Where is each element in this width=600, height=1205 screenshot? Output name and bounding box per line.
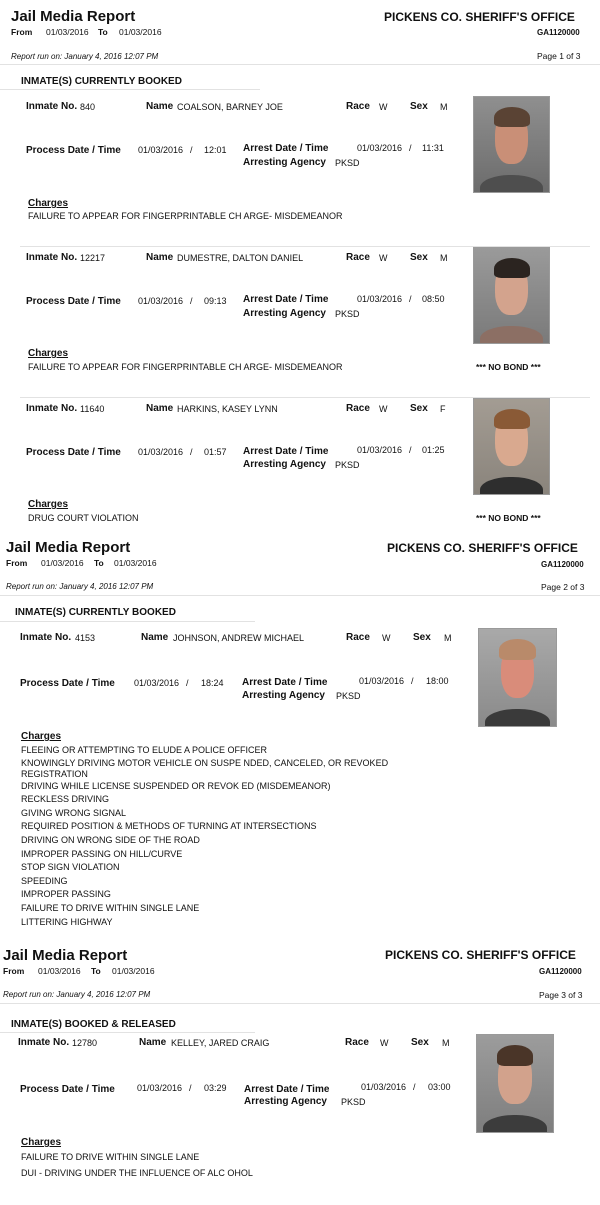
- process-label: Process Date / Time: [20, 678, 115, 689]
- agency-label: Arresting Agency: [243, 157, 326, 168]
- agency-value: PKSD: [336, 691, 361, 701]
- inmate-no-label: Inmate No.: [26, 252, 78, 263]
- from-date: 01/03/2016: [38, 966, 81, 976]
- race-label: Race: [346, 632, 370, 643]
- process-date: 01/03/2016: [138, 296, 184, 306]
- inmate-no-label: Inmate No.: [20, 632, 72, 643]
- charge-item: FAILURE TO DRIVE WITHIN SINGLE LANE: [21, 1152, 200, 1162]
- agency-label: Arresting Agency: [244, 1096, 327, 1107]
- arrest-date: 01/03/2016: [357, 143, 403, 153]
- process-slash: /: [190, 447, 193, 457]
- charges-list: [21, 744, 388, 929]
- race-label: Race: [346, 252, 370, 263]
- agency-label: Arresting Agency: [243, 308, 326, 319]
- arrest-label: Arrest Date / Time: [243, 446, 329, 457]
- arrest-label: Arrest Date / Time: [243, 143, 329, 154]
- process-label: Process Date / Time: [26, 447, 121, 458]
- charge-item: SPEEDING: [21, 875, 68, 886]
- arrest-time: 01:25: [422, 445, 445, 455]
- name-label: Name: [139, 1037, 167, 1048]
- name-value: JOHNSON, ANDREW MICHAEL: [173, 633, 305, 643]
- inmate-no-value: 4153: [75, 633, 96, 643]
- sex-value: M: [444, 633, 452, 643]
- process-slash: /: [189, 1083, 192, 1093]
- section-heading: INMATE(S) CURRENTLY BOOKED: [21, 76, 182, 87]
- from-label: From: [6, 558, 28, 568]
- charge-item: STOP SIGN VIOLATION: [21, 862, 120, 873]
- charges-heading: Charges: [21, 731, 62, 742]
- report-title: Jail Media Report: [6, 539, 131, 556]
- charge-item: DRIVING WHILE LICENSE SUSPENDED OR REVOK ED (MISDEMEANOR): [21, 780, 331, 791]
- to-date: 01/03/2016: [112, 966, 155, 976]
- inmate-no-label: Inmate No.: [26, 101, 78, 112]
- process-date: 01/03/2016: [138, 447, 184, 457]
- to-date: 01/03/2016: [119, 27, 162, 37]
- arrest-date: 01/03/2016: [361, 1082, 407, 1092]
- name-value: COALSON, BARNEY JOE: [177, 102, 283, 112]
- process-time: 18:24: [201, 678, 224, 688]
- sex-value: M: [440, 102, 448, 112]
- mugshot-photo: [478, 628, 557, 727]
- arrest-time: 08:50: [422, 294, 445, 304]
- sex-label: Sex: [413, 632, 431, 643]
- sex-label: Sex: [411, 1037, 429, 1048]
- charge-item: FLEEING OR ATTEMPTING TO ELUDE A POLICE OFFICER: [21, 745, 268, 755]
- process-time: 03:29: [204, 1083, 227, 1093]
- inmate-no-value: 12217: [80, 253, 106, 263]
- report-run-on: Report run on: January 4, 2016 12:07 PM: [3, 990, 151, 999]
- race-label: Race: [345, 1037, 369, 1048]
- process-date: 01/03/2016: [138, 145, 184, 155]
- charge-item: GIVING WRONG SIGNAL: [21, 807, 127, 818]
- charge-item: REGISTRATION: [21, 768, 88, 779]
- arrest-slash: /: [413, 1082, 416, 1092]
- name-label: Name: [141, 632, 169, 643]
- agency-value: PKSD: [335, 309, 360, 319]
- process-slash: /: [190, 296, 193, 306]
- from-label: From: [3, 966, 25, 976]
- sheriff-office-name: PICKENS CO. SHERIFF'S OFFICE: [384, 10, 575, 24]
- process-date: 01/03/2016: [137, 1083, 183, 1093]
- process-label: Process Date / Time: [26, 145, 121, 156]
- charge-item: IMPROPER PASSING ON HILL/CURVE: [21, 848, 183, 859]
- race-label: Race: [346, 101, 370, 112]
- charge-item: DUI - DRIVING UNDER THE INFLUENCE OF ALC OHOL: [21, 1168, 253, 1178]
- charge-item: RECKLESS DRIVING: [21, 794, 110, 805]
- process-time: 12:01: [204, 145, 227, 155]
- charge-item: LITTERING HIGHWAY: [21, 916, 113, 927]
- arrest-slash: /: [409, 143, 412, 153]
- name-label: Name: [146, 252, 174, 263]
- arrest-time: 18:00: [426, 676, 449, 686]
- charge-item: DRIVING ON WRONG SIDE OF THE ROAD: [21, 834, 200, 845]
- sex-value: M: [440, 253, 448, 263]
- race-value: W: [382, 633, 391, 643]
- charge-item: KNOWINGLY DRIVING MOTOR VEHICLE ON SUSPE NDED, CANCELED, OR REVOKED: [21, 757, 389, 768]
- process-slash: /: [186, 678, 189, 688]
- name-label: Name: [146, 101, 174, 112]
- inmate-no-value: 11640: [80, 404, 105, 414]
- name-value: KELLEY, JARED CRAIG: [171, 1038, 270, 1048]
- arrest-label: Arrest Date / Time: [242, 677, 328, 688]
- charge-item: FAILURE TO APPEAR FOR FINGERPRINTABLE CH ARGE- MISDEMEANOR: [28, 362, 343, 372]
- inmate-no-value: 840: [80, 102, 96, 112]
- sex-label: Sex: [410, 101, 428, 112]
- sheriff-office-name: PICKENS CO. SHERIFF'S OFFICE: [387, 541, 578, 555]
- arrest-slash: /: [409, 294, 412, 304]
- to-label: To: [94, 558, 104, 568]
- to-date: 01/03/2016: [114, 558, 157, 568]
- agency-value: PKSD: [335, 460, 360, 470]
- sex-value: F: [440, 404, 446, 414]
- process-date: 01/03/2016: [134, 678, 180, 688]
- charge-item: FAILURE TO APPEAR FOR FINGERPRINTABLE CH ARGE- MISDEMEANOR: [28, 211, 343, 221]
- agency-label: Arresting Agency: [242, 690, 325, 701]
- section-heading: INMATE(S) CURRENTLY BOOKED: [15, 607, 176, 618]
- process-label: Process Date / Time: [26, 296, 121, 307]
- arrest-label: Arrest Date / Time: [243, 294, 329, 305]
- agency-value: PKSD: [335, 158, 360, 168]
- charge-item: DRUG COURT VIOLATION: [28, 513, 139, 523]
- page-number: Page 2 of 3: [541, 582, 585, 592]
- office-code: GA1120000: [539, 967, 582, 976]
- inmate-no-value: 12780: [72, 1038, 98, 1048]
- name-label: Name: [146, 403, 174, 414]
- race-value: W: [379, 253, 388, 263]
- agency-value: PKSD: [341, 1097, 366, 1107]
- arrest-slash: /: [411, 676, 414, 686]
- charge-item: IMPROPER PASSING: [21, 889, 111, 900]
- report-run-on: Report run on: January 4, 2016 12:07 PM: [11, 52, 159, 61]
- from-date: 01/03/2016: [41, 558, 84, 568]
- charge-item: REQUIRED POSITION & METHODS OF TURNING AT INTERSECTIONS: [21, 821, 317, 832]
- arrest-date: 01/03/2016: [357, 294, 403, 304]
- from-date: 01/03/2016: [46, 27, 89, 37]
- to-label: To: [91, 966, 101, 976]
- process-slash: /: [190, 145, 193, 155]
- no-bond-notice: *** NO BOND ***: [476, 513, 541, 523]
- mugshot-photo: [473, 247, 550, 344]
- process-time: 01:57: [204, 447, 227, 457]
- process-time: 09:13: [204, 296, 227, 306]
- sex-label: Sex: [410, 403, 428, 414]
- arrest-label: Arrest Date / Time: [244, 1084, 330, 1095]
- mugshot-photo: [476, 1034, 554, 1133]
- race-label: Race: [346, 403, 370, 414]
- inmate-no-label: Inmate No.: [26, 403, 78, 414]
- charges-heading: Charges: [28, 348, 69, 359]
- mugshot-photo: [473, 398, 550, 495]
- charge-item: FAILURE TO DRIVE WITHIN SINGLE LANE: [21, 902, 200, 913]
- arrest-date: 01/03/2016: [357, 445, 403, 455]
- race-value: W: [379, 102, 388, 112]
- charges-heading: Charges: [21, 1137, 62, 1148]
- race-value: W: [380, 1038, 389, 1048]
- arrest-slash: /: [409, 445, 412, 455]
- from-label: From: [11, 27, 33, 37]
- report-run-on: Report run on: January 4, 2016 12:07 PM: [6, 582, 154, 591]
- race-value: W: [379, 404, 388, 414]
- to-label: To: [98, 27, 108, 37]
- agency-label: Arresting Agency: [243, 459, 326, 470]
- no-bond-notice: *** NO BOND ***: [476, 362, 541, 372]
- page-number: Page 1 of 3: [537, 51, 581, 61]
- arrest-time: 03:00: [428, 1082, 451, 1092]
- name-value: DUMESTRE, DALTON DANIEL: [177, 253, 304, 263]
- charges-heading: Charges: [28, 499, 69, 510]
- arrest-date: 01/03/2016: [359, 676, 405, 686]
- page-number: Page 3 of 3: [539, 990, 583, 1000]
- office-code: GA1120000: [537, 28, 580, 37]
- report-title: Jail Media Report: [11, 8, 136, 25]
- office-code: GA1120000: [541, 560, 584, 569]
- charges-heading: Charges: [28, 198, 69, 209]
- sex-value: M: [442, 1038, 450, 1048]
- report-title: Jail Media Report: [3, 947, 128, 964]
- name-value: HARKINS, KASEY LYNN: [177, 404, 278, 414]
- sheriff-office-name: PICKENS CO. SHERIFF'S OFFICE: [385, 948, 576, 962]
- process-label: Process Date / Time: [20, 1084, 115, 1095]
- section-heading: INMATE(S) BOOKED & RELEASED: [11, 1019, 176, 1030]
- arrest-time: 11:31: [422, 143, 444, 153]
- mugshot-photo: [473, 96, 550, 193]
- sex-label: Sex: [410, 252, 428, 263]
- inmate-no-label: Inmate No.: [18, 1037, 70, 1048]
